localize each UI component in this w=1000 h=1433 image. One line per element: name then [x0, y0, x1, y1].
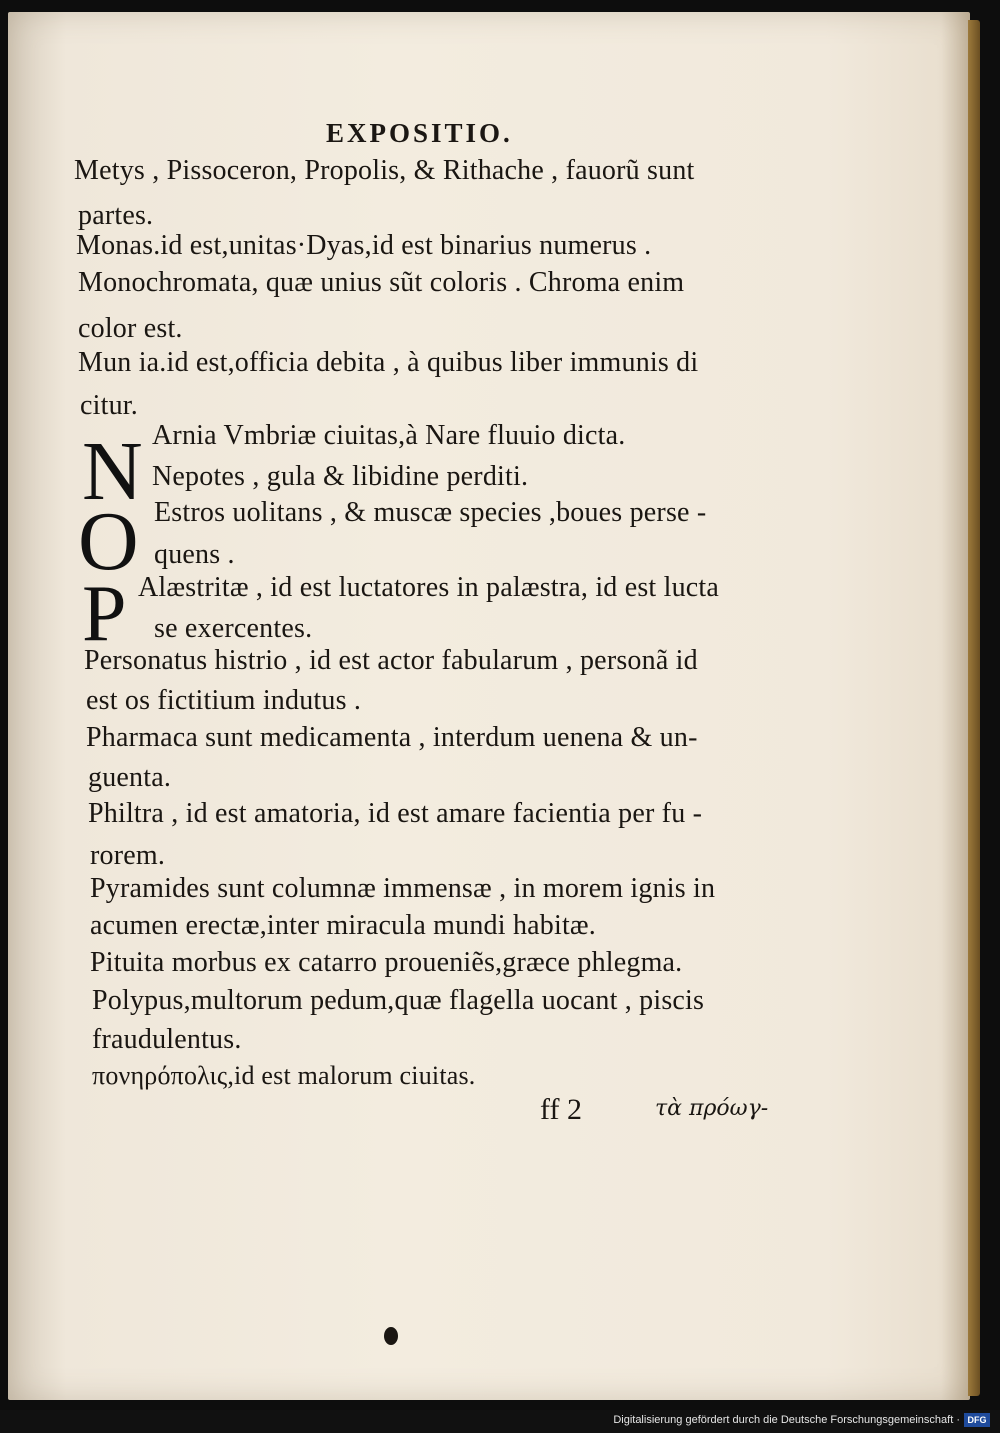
running-header: EXPOSITIO.: [326, 118, 513, 148]
text-line: partes.: [78, 200, 154, 231]
text-line: fraudulentus.: [92, 1024, 242, 1055]
catchword: τὰ πρόωγ-: [655, 1096, 769, 1121]
text-line: est os fictitium indutus .: [86, 685, 362, 716]
text-line: Pyramides sunt columnæ immensæ , in morem ignis in: [90, 873, 716, 904]
text-line: rorem.: [90, 840, 166, 871]
text-line: Arnia Vmbriæ ciuitas,à Nare fluuio dicta.: [152, 420, 626, 451]
text-line: Estros uolitans , & muscæ species ,boues perse -: [154, 497, 707, 528]
text-line: Monochromata, quæ unius sũt coloris . Chroma enim: [78, 267, 685, 298]
text-line: acumen erectæ,inter miracula mundi habitæ.: [90, 910, 597, 941]
text-line: color est.: [78, 313, 183, 344]
text-line: Polypus,multorum pedum,quæ flagella uocant , piscis: [92, 985, 705, 1016]
text-line: Philtra , id est amatoria, id est amare facientia per fu -: [88, 798, 703, 829]
text-line: Mun ia.id est,officia debita , à quibus liber immunis di: [78, 347, 699, 378]
text-line: quens .: [154, 539, 235, 570]
text-line: citur.: [80, 390, 138, 421]
text-line: Metys , Pissoceron, Propolis, & Rithache , fauorũ sunt: [74, 155, 695, 186]
page-edge: [968, 20, 980, 1396]
text-line: guenta.: [88, 762, 172, 793]
text-line: se exercentes.: [154, 613, 313, 644]
signature-mark: ff 2: [540, 1093, 582, 1126]
dropcap-p: P: [82, 570, 127, 658]
text-line: πονηρόπολις,id est malorum ciuitas.: [92, 1061, 476, 1090]
dfg-logo-icon: DFG: [964, 1413, 990, 1427]
dropcap-o: O: [78, 495, 139, 588]
text-line: Monas.id est,unitas·Dyas,id est binarius numerus .: [76, 230, 652, 261]
text-line: Alæstritæ , id est luctatores in palæstra, id est lucta: [138, 572, 720, 603]
funding-credit: Digitalisierung gefördert durch die Deutsche Forschungsgemeinschaft ·: [613, 1414, 960, 1426]
text-line: Pharmaca sunt medicamenta , interdum uenena & un-: [86, 722, 698, 753]
text-line: Pituita morbus ex catarro proueniẽs,græce phlegma.: [90, 947, 683, 978]
text-line: Nepotes , gula & libidine perditi.: [152, 461, 529, 492]
ink-dot: [384, 1327, 398, 1345]
text-line: Personatus histrio , id est actor fabularum , personã id: [84, 645, 698, 676]
dropcap-n: N: [82, 425, 143, 518]
